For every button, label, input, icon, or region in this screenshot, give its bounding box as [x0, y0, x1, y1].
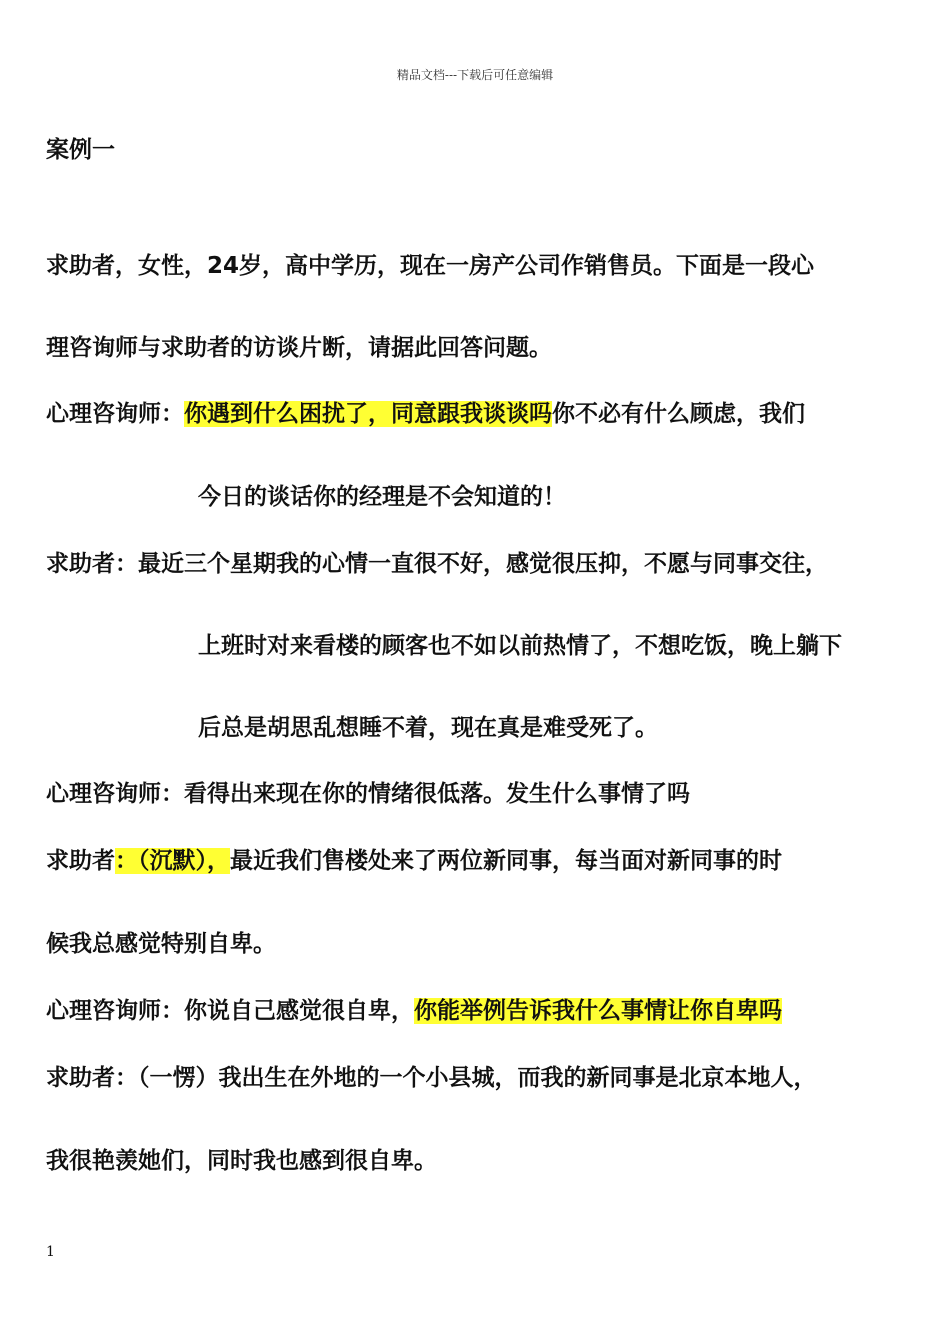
- dialog-line-2-cont2: 后总是胡思乱想睡不着，现在真是难受死了。: [198, 715, 658, 741]
- dialog-line-1: [46, 398, 805, 430]
- dialog-line-6-cont: 我很艳羡她们，同时我也感到很自卑。: [46, 1148, 437, 1174]
- dialog-text: 最近我们售楼处来了两位新同事，每当面对新同事的时: [230, 848, 782, 874]
- case-title: 案例一: [46, 137, 115, 163]
- dialog-line-4-cont: 候我总感觉特别自卑。: [46, 931, 276, 957]
- highlighted-question: 你能举例告诉我什么事情让你自卑吗: [414, 998, 782, 1024]
- intro-line-1: 求助者，女性，24岁，高中学历，现在一房产公司作销售员。下面是一段心: [46, 253, 815, 279]
- dialog-text: 心理咨询师：你说自己感觉很自卑，: [46, 998, 414, 1024]
- dialog-line-3: 心理咨询师：看得出来现在你的情绪很低落。发生什么事情了吗: [46, 781, 690, 807]
- dialog-line-5: [46, 995, 782, 1027]
- highlighted-silence: ：（沉默），: [115, 848, 230, 874]
- dialog-line-1-cont: 今日的谈话你的经理是不会知道的！: [198, 484, 566, 510]
- intro-line-2: 理咨询师与求助者的访谈片断，请据此回答问题。: [46, 335, 552, 361]
- dialog-line-2: 求助者：最近三个星期我的心情一直很不好，感觉很压抑，不愿与同事交往，: [46, 551, 828, 577]
- dialog-text: 你不必有什么顾虑，我们: [552, 401, 805, 427]
- highlighted-question: 你遇到什么困扰了，同意跟我谈谈吗: [184, 401, 552, 427]
- page-header: 精品文档---下载后可任意编辑: [396, 68, 554, 82]
- dialog-line-2-cont: 上班时对来看楼的顾客也不如以前热情了，不想吃饭，晚上躺下: [198, 633, 842, 659]
- dialog-line-6: 求助者：（一愣）我出生在外地的一个小县城，而我的新同事是北京本地人，: [46, 1065, 817, 1091]
- dialog-line-4: [46, 845, 782, 877]
- speaker-client: 求助者: [46, 848, 115, 874]
- speaker-counselor: 心理咨询师：: [46, 401, 184, 427]
- page-number: 1: [46, 1244, 55, 1260]
